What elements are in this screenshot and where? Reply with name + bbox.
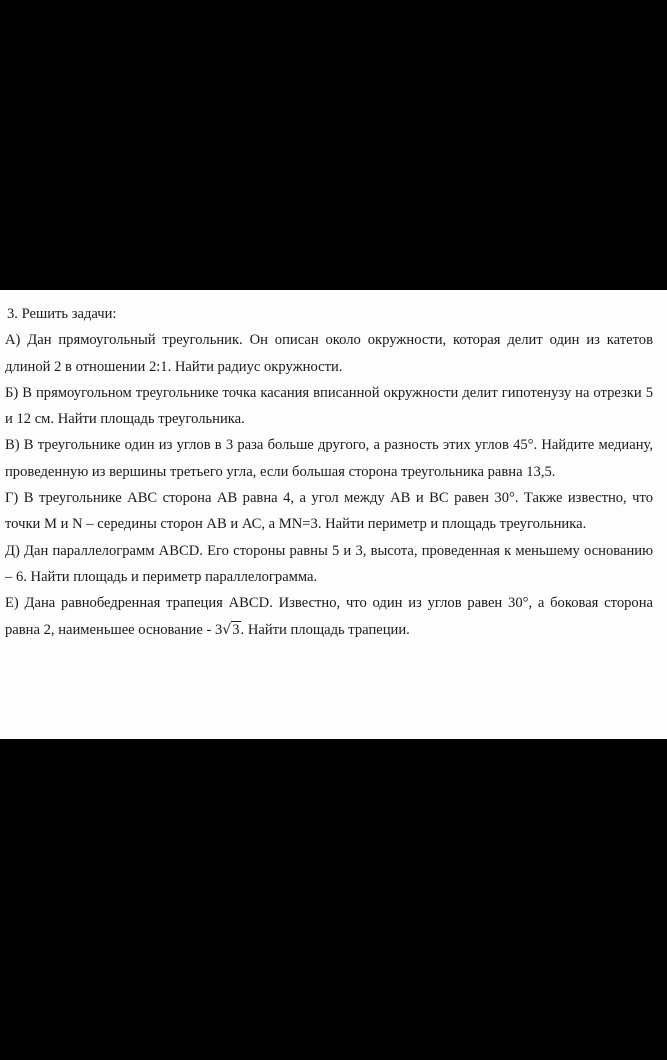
radicand: 3 (232, 621, 240, 638)
task-e-text-before: Е) Дана равнобедренная трапеция ABCD. Известно, что один из углов равен 30°, а боковая сторона равна 2, наименьшее основание - 3 (5, 595, 653, 638)
document-page (0, 290, 667, 739)
task-e (5, 590, 653, 643)
task-d: Д) Дан параллелограмм ABCD. Его стороны равны 5 и 3, высота, проведенная к меньшему основанию – 6. Найти площадь и периметр параллелограмма. (5, 542, 653, 585)
task-b: Б) В прямоугольном треугольнике точка касания вписанной окружности делит гипотенузу на отрезки 5 и 12 см. Найти площадь треугольника. (5, 384, 653, 428)
task-g: Г) В треугольнике АВС сторона АВ равна 4, а угол между АВ и ВС равен 30°. Также известно, что точки M и N – середины сторон АВ и АС, а MN=3. Найти периметр и площадь треугольника. (5, 490, 653, 533)
task-a: А) Дан прямоугольный треугольник. Он описан около окружности, которая делит один из катетов длиной 2 в отношении 2:1. Найти радиус окружности. (5, 332, 653, 375)
task-v: В) В треугольнике один из углов в 3 раза больше другого, а разность этих углов 45°. Найдите медиану, проведенную из вершины третьего угла, если большая сторона треугольника равна 13,5. (5, 437, 653, 480)
square-root-sign: √ (222, 621, 232, 638)
section-heading: 3. Решить задачи: (7, 306, 117, 322)
square-root-expression (222, 617, 240, 643)
task-e-text-after: . Найти площадь трапеции. (240, 621, 410, 638)
